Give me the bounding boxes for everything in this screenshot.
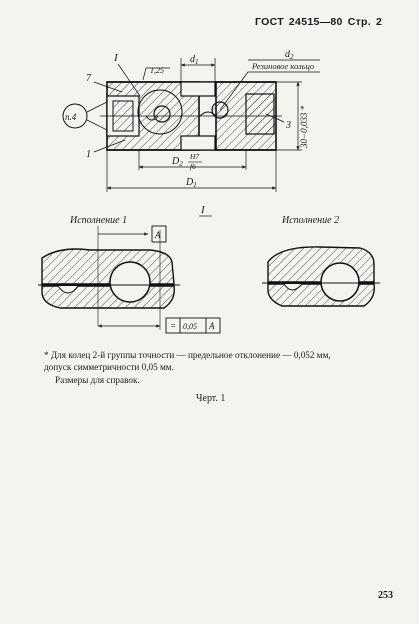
label-fit-top: H7 — [190, 152, 200, 161]
tolerance-datum: A — [209, 321, 215, 331]
label-d1: $d_1$ — [190, 54, 199, 66]
label-rubber-ring: Резиновое кольцо — [252, 61, 315, 71]
label-D2: $D_2$ — [172, 156, 183, 168]
label-detail-I: I — [114, 52, 118, 64]
main-section-view — [63, 49, 320, 192]
label-position-3: 3 — [286, 120, 291, 131]
footnote: * Для колец 2-й группы точности — предельное отклонение — 0,052 мм, — [44, 350, 331, 360]
tolerance-symbol: = — [170, 321, 177, 331]
datum-A: A — [155, 230, 161, 240]
variant-2-title: Исполнение 2 — [282, 215, 340, 226]
reference-note: Размеры для справок. — [55, 375, 140, 385]
section-title: I — [201, 204, 205, 216]
label-position-1: 1 — [86, 149, 91, 160]
standard-label: ГОСТ — [255, 16, 284, 28]
ball-left — [154, 106, 170, 122]
page-value: 2 — [375, 16, 383, 28]
label-height: 30−0,033 * — [299, 105, 309, 148]
figure-caption: Черт. 1 — [196, 393, 226, 404]
variant-1-title: Исполнение 1 — [70, 215, 128, 226]
standard-number: 24515—80 — [288, 16, 343, 28]
label-p4: п.4 — [65, 112, 77, 122]
page-label: Стр. — [347, 16, 371, 28]
label-D1: $D_1$ — [186, 177, 197, 189]
label-position-7: 7 — [86, 73, 91, 84]
tolerance-value: 0,05 — [183, 322, 197, 331]
page-number: 253 — [378, 590, 393, 601]
variant-1-view — [38, 226, 220, 333]
footnote-continued: допуск симметричности 0,05 мм. — [44, 362, 174, 372]
variant-2-view — [262, 247, 380, 306]
label-fit-bottom: f6 — [190, 162, 196, 171]
label-d2: $d_2$ — [285, 49, 294, 61]
label-roughness: 1,25 — [150, 66, 164, 75]
